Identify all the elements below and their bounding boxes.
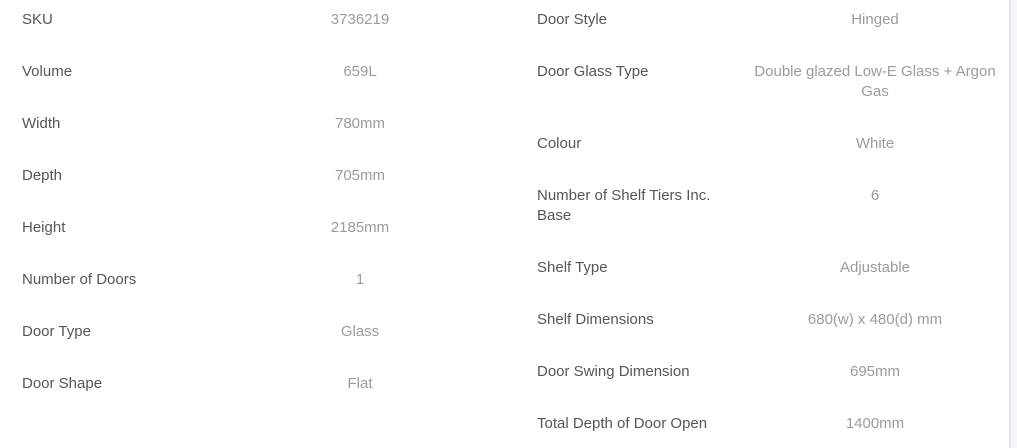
- spec-row-shelf-dimensions: [537, 294, 1005, 346]
- spec-value: 705mm: [334, 167, 386, 184]
- right-edge-divider: [1009, 0, 1017, 448]
- spec-row-shelf-type: [537, 242, 1005, 294]
- spec-row-shelf-tiers: [537, 170, 1005, 242]
- spec-value: Glass: [340, 323, 380, 340]
- spec-value: 3736219: [330, 11, 390, 28]
- spec-label: Shelf Type: [537, 259, 608, 276]
- spec-value: 780mm: [334, 115, 386, 132]
- spec-label: Door Style: [537, 11, 608, 28]
- spec-label: Depth: [22, 167, 63, 184]
- spec-label: Colour: [537, 135, 582, 152]
- spec-label: SKU: [22, 11, 53, 28]
- spec-value: Hinged: [851, 11, 899, 28]
- spec-label: Shelf Dimensions: [537, 311, 654, 328]
- spec-row-colour: [537, 118, 1005, 170]
- spec-value: 659L: [343, 63, 377, 80]
- spec-row-depth: [22, 150, 490, 202]
- spec-label: Width: [22, 115, 61, 132]
- spec-column-left: [22, 0, 490, 448]
- spec-value: 695mm: [849, 363, 901, 380]
- spec-row-door-swing-dimension: [537, 346, 1005, 398]
- spec-value: Adjustable: [839, 259, 911, 276]
- spec-label: Height: [22, 219, 66, 236]
- spec-column-right: [537, 0, 1005, 448]
- spec-value: 1: [355, 271, 365, 288]
- spec-label: Door Type: [22, 323, 91, 340]
- spec-label: Number of Doors: [22, 271, 137, 288]
- spec-label: Door Shape: [22, 375, 103, 392]
- spec-value: White: [855, 135, 895, 152]
- spec-row-height: [22, 202, 490, 254]
- spec-row-sku: [22, 0, 490, 46]
- spec-value: 6: [870, 187, 880, 204]
- spec-label: Total Depth of Door Open: [537, 415, 708, 432]
- spec-label: Door Glass Type: [537, 63, 649, 80]
- spec-row-door-shape: [22, 358, 490, 410]
- spec-value: Flat: [347, 375, 373, 392]
- spec-row-door-glass-type: [537, 46, 1005, 118]
- spec-value: 680(w) x 480(d) mm: [807, 311, 943, 328]
- spec-value: 2185mm: [330, 219, 390, 236]
- spec-row-total-depth-door-open: [537, 398, 1005, 448]
- spec-row-number-of-doors: [22, 254, 490, 306]
- spec-row-door-style: [537, 0, 1005, 46]
- spec-label: Number of Shelf Tiers Inc. Base: [537, 187, 711, 224]
- spec-value: Double glazed Low-E Glass + Argon Gas: [754, 63, 996, 100]
- spec-row-door-type: [22, 306, 490, 358]
- spec-value: 1400mm: [845, 415, 905, 432]
- spec-row-width: [22, 98, 490, 150]
- spec-label: Door Swing Dimension: [537, 363, 690, 380]
- spec-label: Volume: [22, 63, 73, 80]
- spec-row-volume: [22, 46, 490, 98]
